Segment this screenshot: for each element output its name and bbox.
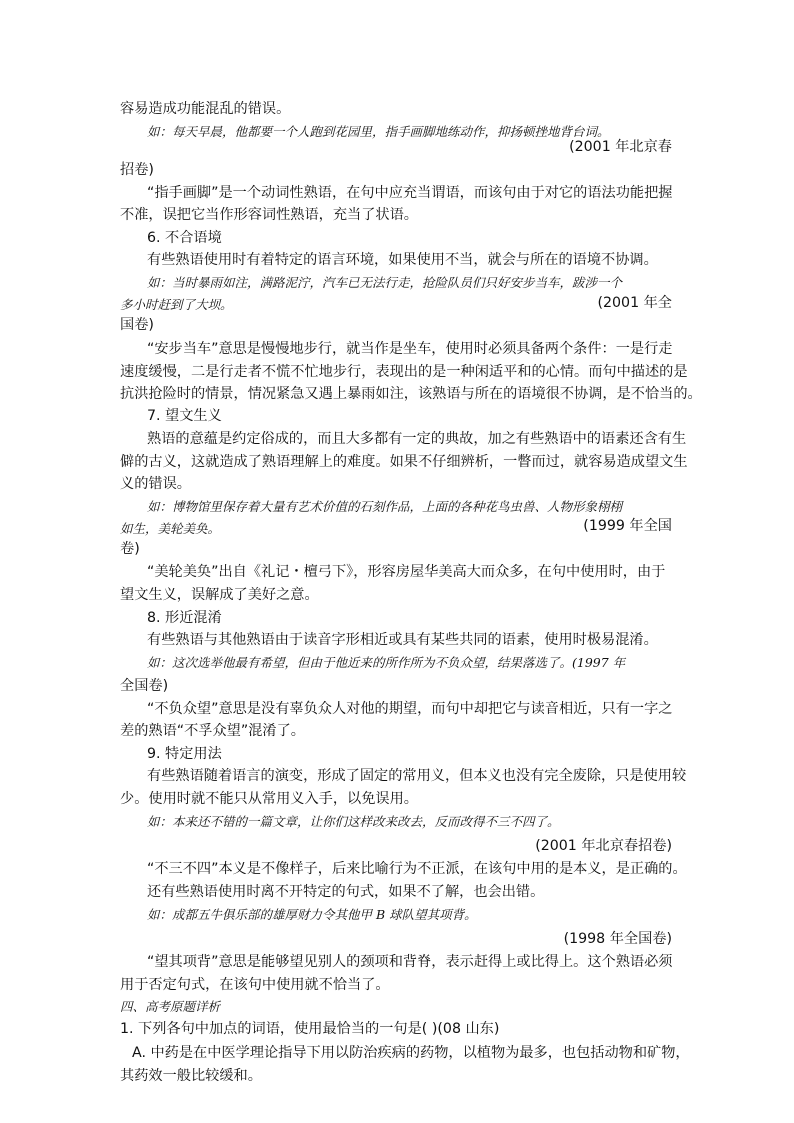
text-line: 有些熟语随着语言的演变，形成了固定的常用义，但本义也没有完全废除，只是使用较 [147,768,687,784]
option-line: A. 中药是在中医学理论指导下用以防治疾病的药物，以植物为最多，也包括动物和矿物， [132,1045,690,1061]
text-line: “不三不四”本义是不像样子，后来比喻行为不正派，在该句中用的是本义，是正确的。 [147,861,687,877]
text-line: “望其项背”意思是能够望见别人的颈项和背脊，表示赶得上或比得上。这个熟语必须 [147,954,673,970]
text-line: 望文生义，误解成了美好之意。 [120,587,319,603]
option-line: 其药效一般比较缓和。 [120,1068,262,1084]
source-citation: (1998 年全国卷) [563,931,672,947]
source-citation: (2001 年全 [597,295,672,311]
example-line: 如：这次选举他最有希望，但由于他近来的所作所为不负众望，结果落选了。(1997 年 [147,655,626,670]
source-citation: (2001 年北京春 [569,139,672,155]
text-line: 抗洪抢险时的情景，情况紧急又遇上暴雨如注，该熟语与所在的语境很不协调，是不恰当的。 [120,386,702,402]
text-line: 有些熟语使用时有着特定的语言环境，如果使用不当，就会与所在的语境不协调。 [147,252,658,268]
example-line: 多小时赶到了大坝。 [120,297,233,312]
section-heading: 四、高考原题详析 [120,999,221,1014]
text-line: “美轮美奂”出自《礼记・檀弓下》，形容房屋华美高大而众多，在句中使用时，由于 [147,564,666,580]
section-heading: 8. 形近混淆 [147,610,222,626]
text-line: “不负众望”意思是没有辜负众人对他的期望，而句中却把它与读音相近，只有一字之 [147,701,673,717]
text-line: 有些熟语与其他熟语由于读音字形相近或具有某些共同的语素，使用时极易混淆。 [147,632,658,648]
source-citation: (2001 年北京春招卷) [535,838,672,854]
source-citation: 卷) [120,541,140,557]
example-line: 如：每天早晨，他都要一个人跑到花园里，指手画脚地练动作，抑扬顿挫地背台词。 [147,124,610,139]
text-line: 还有些熟语使用时离不开特定的句式，如果不了解，也会出错。 [147,884,545,900]
text-line: 不准，误把它当作形容词性熟语，充当了状语。 [120,207,418,223]
example-line: 如生，美轮美奂。 [120,521,221,536]
source-citation: 国卷) [120,317,154,333]
source-citation: 招卷) [120,162,154,178]
text-line: “指手画脚”是一个动词性熟语，在句中应充当谓语，而该句由于对它的语法功能把握 [147,185,673,201]
text-line: 速度缓慢，二是行走者不慌不忙地步行，表现出的是一种闲适平和的心情。而句中描述的是 [120,364,688,380]
text-line: 差的熟语“不孚众望”混淆了。 [120,723,305,739]
example-line: 如：博物馆里保存着大量有艺术价值的石刻作品，上面的各种花鸟虫兽、人物形象栩栩 [147,499,623,514]
question-line: 1. 下列各句中加点的词语，使用最恰当的一句是( )(08 山东) [120,1021,500,1037]
text-line: 容易造成功能混乱的错误。 [120,101,291,117]
source-citation: (1999 年全国 [583,518,672,534]
text-line: 用于否定句式，在该句中使用就不恰当了。 [120,977,390,993]
text-line: “安步当车”意思是慢慢地步行，就当作是坐车，使用时必须具备两个条件：一是行走 [147,341,673,357]
text-line: 义的错误。 [120,476,191,492]
section-heading: 7. 望文生义 [147,408,222,424]
example-line: 如：当时暴雨如注，满路泥泞，汽车已无法行走，抢险队员们只好安步当车，跋涉一个 [147,275,623,290]
example-line: 如：本来还不错的一篇文章，让你们这样改来改去，反而改得不三不四了。 [147,814,560,829]
section-heading: 9. 特定用法 [147,746,222,762]
text-line: 少。使用时就不能只从常用义入手，以免误用。 [120,791,418,807]
text-line: 僻的古义，这就造成了熟语理解上的难度。如果不仔细辨析，一瞥而过，就容易造成望文生 [120,454,688,470]
source-citation: 全国卷) [120,678,169,694]
section-heading: 6. 不合语境 [147,230,222,246]
example-line: 如：成都五牛俱乐部的雄厚财力令其他甲 B 球队望其项背。 [147,907,477,922]
text-line: 熟语的意蕴是约定俗成的，而且大多都有一定的典故，加之有些熟语中的语素还含有生 [147,431,687,447]
